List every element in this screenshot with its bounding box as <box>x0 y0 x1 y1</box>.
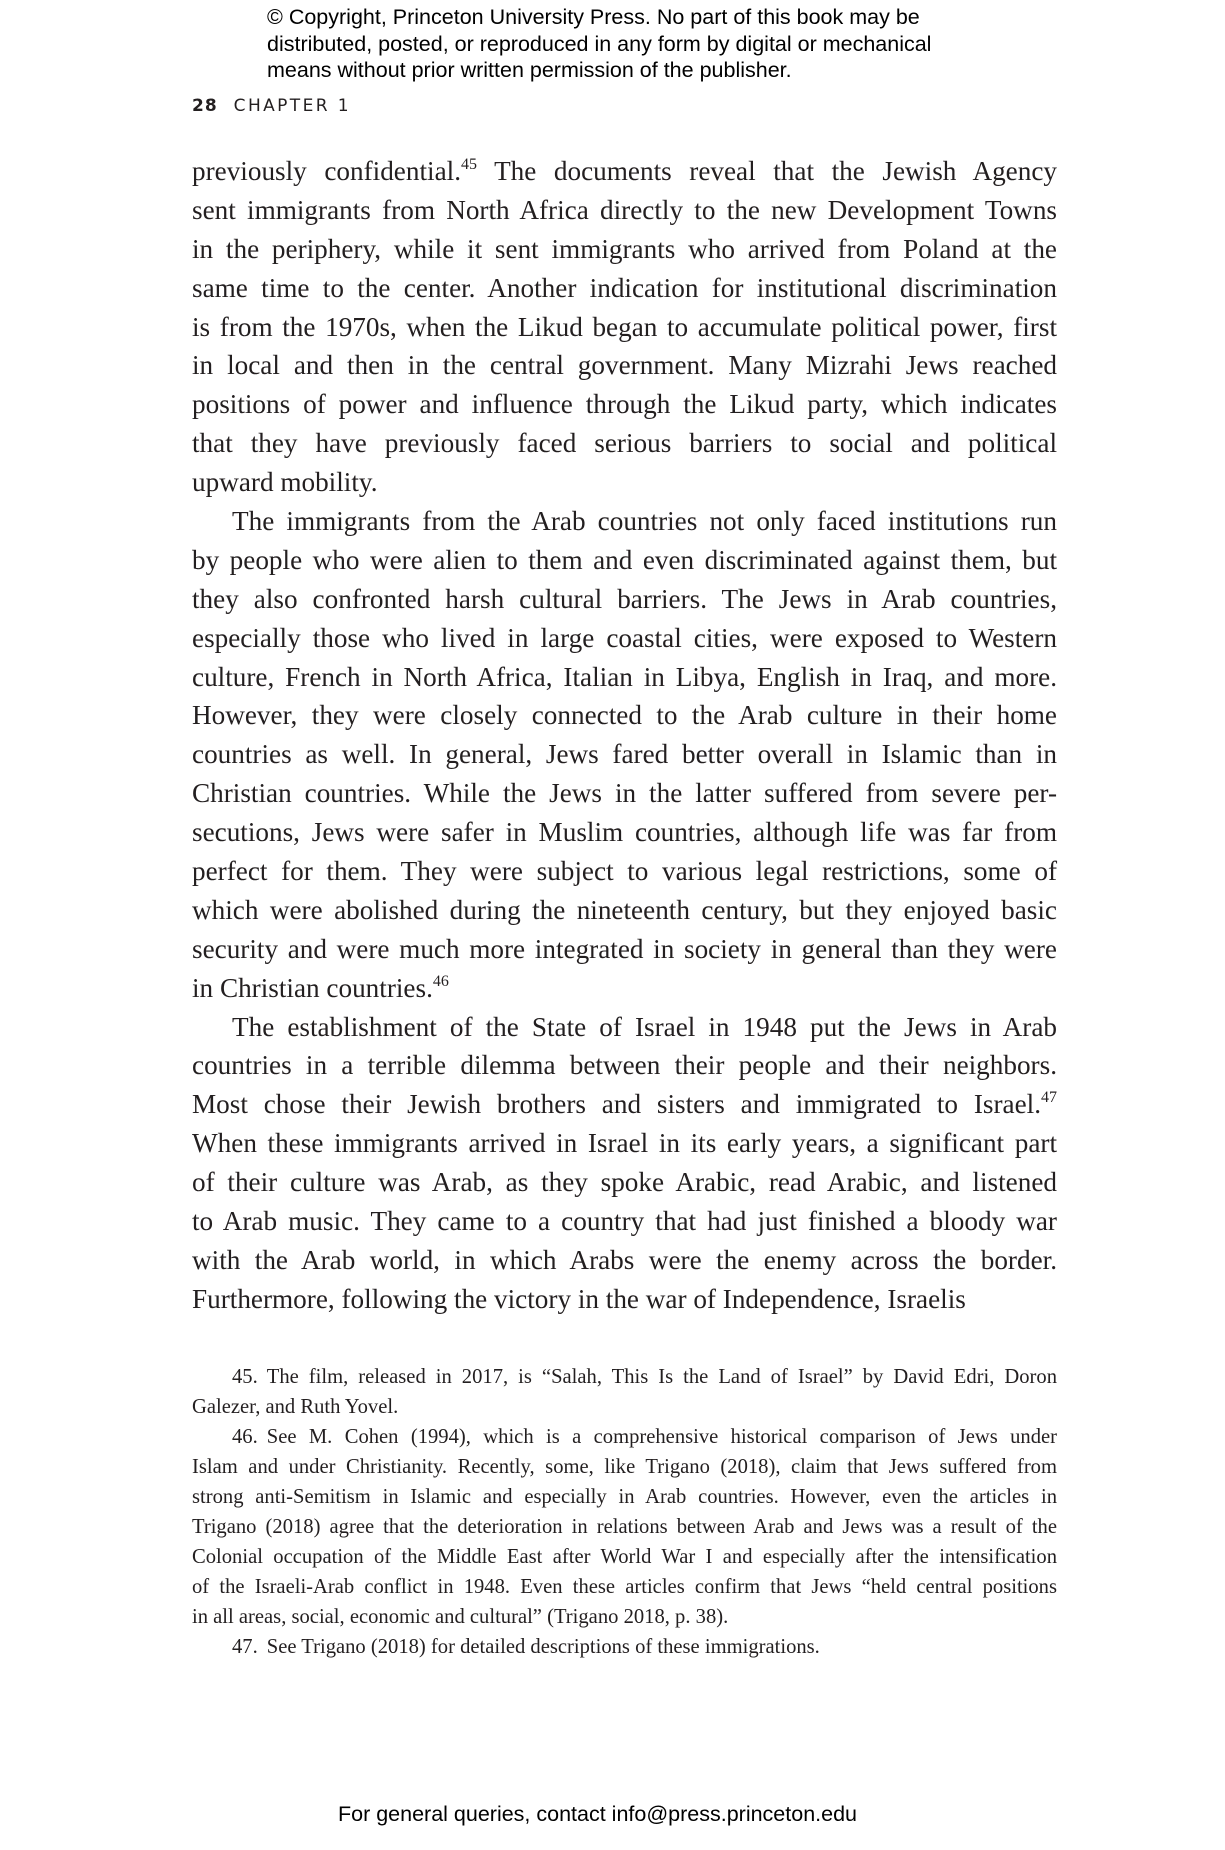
text-line <box>192 969 1057 1008</box>
footnote-line <box>192 1632 1057 1662</box>
line-text: especially those who lived in large coastal cities, were exposed to Western <box>192 622 1057 653</box>
running-head <box>192 96 351 116</box>
text-line <box>192 1008 1057 1047</box>
body-text <box>192 152 1057 1319</box>
line-text: Furthermore, following the victory in the war of Independence, Israelis <box>192 1283 966 1314</box>
text-line <box>192 230 1057 269</box>
footnote-line <box>192 1602 1057 1632</box>
page-number: 28 <box>192 96 218 116</box>
text-line <box>192 1124 1057 1163</box>
line-text: which were abolished during the nineteenth century, but they enjoyed basic <box>192 894 1057 925</box>
footnote <box>192 1632 1057 1662</box>
text-line <box>192 852 1057 891</box>
contact-footer: For general queries, contact info@press.princeton.edu <box>338 1802 858 1826</box>
footnote-reference[interactable]: 46 <box>432 972 449 990</box>
footnotes <box>192 1362 1057 1662</box>
footnote-text: Trigano (2018) agree that the deterioration in relations between Arab and Jews was a result of the <box>192 1516 1057 1538</box>
footnote-line <box>192 1542 1057 1572</box>
text-line <box>192 1046 1057 1085</box>
footnote-text: of the Israeli-Arab conflict in 1948. Even these articles confirm that Jews “held central positions <box>192 1576 1057 1598</box>
text-line <box>192 191 1057 230</box>
text-line <box>192 735 1057 774</box>
copyright-line: distributed, posted, or reproduced in any form by digital or mechanical <box>267 31 932 56</box>
footnote-text: See Trigano (2018) for detailed descriptions of these immigrations. <box>266 1636 820 1658</box>
footnote-text: Islam and under Christianity. Recently, some, like Trigano (2018), claim that Jews suffered from <box>192 1456 1057 1478</box>
line-text: in the periphery, while it sent immigrants who arrived from Poland at the <box>192 233 1057 264</box>
footnote-line <box>192 1392 1057 1422</box>
paragraph <box>192 152 1057 502</box>
line-text: perfect for them. They were subject to various legal restrictions, some of <box>192 856 1057 887</box>
footnote-number: 47. <box>232 1636 258 1658</box>
footnote-text: See M. Cohen (1994), which is a comprehensive historical comparison of Jews under <box>266 1426 1057 1448</box>
line-text: of their culture was Arab, as they spoke Arabic, read Arabic, and listened <box>192 1167 1057 1198</box>
line-text: is from the 1970s, when the Likud began to accumulate political power, first <box>192 311 1057 342</box>
paragraph <box>192 502 1057 1008</box>
footnote <box>192 1362 1057 1422</box>
text-line <box>192 541 1057 580</box>
line-text: culture, French in North Africa, Italian in Libya, English in Iraq, and more. <box>192 661 1057 692</box>
text-line <box>192 152 1057 191</box>
paragraph <box>192 1008 1057 1319</box>
footnote-reference[interactable]: 45 <box>461 156 477 173</box>
copyright-notice <box>267 4 1027 84</box>
text-line <box>192 269 1057 308</box>
text-line <box>192 658 1057 697</box>
line-text: However, they were closely connected to the Arab culture in their home <box>192 700 1057 731</box>
line-text: The establishment of the State of Israel in 1948 put the Jews in Arab <box>232 1011 1057 1042</box>
text-line <box>192 308 1057 347</box>
line-text: that they have previously faced serious barriers to social and political <box>192 428 1057 459</box>
line-text: in local and then in the central government. Many Mizrahi Jews reached <box>192 350 1057 381</box>
footnote-line <box>192 1512 1057 1542</box>
footnote-reference[interactable]: 47 <box>1041 1089 1057 1107</box>
footnote-line <box>192 1422 1057 1452</box>
line-text: upward mobility. <box>192 467 378 498</box>
line-text: positions of power and influence through the Likud party, which indicates <box>192 389 1057 420</box>
line-text: countries in a terrible dilemma between their people and their neighbors. <box>192 1050 1057 1081</box>
text-line <box>192 619 1057 658</box>
text-line <box>192 502 1057 541</box>
copyright-line: means without prior written permission of the publisher. <box>267 58 792 82</box>
text-line <box>192 813 1057 852</box>
footnote-line <box>192 1482 1057 1512</box>
line-text: The immigrants from the Arab countries not only faced institutions run <box>232 506 1057 537</box>
footnote-line <box>192 1362 1057 1392</box>
text-line <box>192 1163 1057 1202</box>
footnote-line <box>192 1572 1057 1602</box>
text-line <box>192 385 1057 424</box>
line-text: with the Arab world, in which Arabs were the enemy across the border. <box>192 1244 1057 1275</box>
line-text: Most chose their Jewish brothers and sisters and immigrated to Israel. <box>192 1089 1041 1120</box>
footnote-number: 46. <box>232 1426 258 1448</box>
footnote-number: 45. <box>232 1366 258 1388</box>
text-line <box>192 696 1057 735</box>
text-line <box>192 774 1057 813</box>
text-line <box>192 1280 1057 1319</box>
line-text: Christian countries. While the Jews in the latter suffered from severe per- <box>192 778 1057 809</box>
footnote-text: Colonial occupation of the Middle East after World War I and especially after the intensification <box>192 1546 1057 1568</box>
text-line <box>192 463 1057 502</box>
line-text: security and were much more integrated in society in general than they were <box>192 933 1057 964</box>
text-line <box>192 930 1057 969</box>
footnote <box>192 1422 1057 1632</box>
line-text: by people who were alien to them and even discriminated against them, but <box>192 544 1057 575</box>
text-line <box>192 580 1057 619</box>
line-text: same time to the center. Another indication for institutional discrimination <box>192 272 1057 303</box>
footnote-text: in all areas, social, economic and cultural” (Trigano 2018, p. 38). <box>192 1606 729 1628</box>
line-text: The documents reveal that the Jewish Agency <box>477 156 1058 186</box>
line-text: countries as well. In general, Jews fared better overall in Islamic than in <box>192 739 1057 770</box>
line-text: they also confronted harsh cultural barriers. The Jews in Arab countries, <box>192 583 1057 614</box>
line-text: to Arab music. They came to a country that had just finished a bloody war <box>192 1206 1057 1237</box>
text-line <box>192 1241 1057 1280</box>
line-text: secutions, Jews were safer in Muslim countries, although life was far from <box>192 817 1057 848</box>
copyright-line: © Copyright, Princeton University Press. No part of this book may be <box>267 5 920 29</box>
chapter-label: CHAPTER 1 <box>233 96 351 116</box>
footnote-text: strong anti-Semitism in Islamic and especially in Arab countries. However, even the articles in <box>192 1486 1057 1508</box>
text-line <box>192 424 1057 463</box>
text-line <box>192 346 1057 385</box>
footnote-text: Galezer, and Ruth Yovel. <box>192 1396 399 1418</box>
footnote-line <box>192 1452 1057 1482</box>
footnote-text: The film, released in 2017, is “Salah, This Is the Land of Israel” by David Edri, Doron <box>266 1366 1057 1388</box>
line-text: sent immigrants from North Africa directly to the new Development Towns <box>192 194 1057 225</box>
line-text: When these immigrants arrived in Israel in its early years, a significant part <box>192 1128 1057 1159</box>
text-line <box>192 891 1057 930</box>
text-line <box>192 1202 1057 1241</box>
line-text: in Christian countries. <box>192 972 433 1003</box>
line-text: previously confidential. <box>192 156 461 186</box>
text-line <box>192 1085 1057 1124</box>
